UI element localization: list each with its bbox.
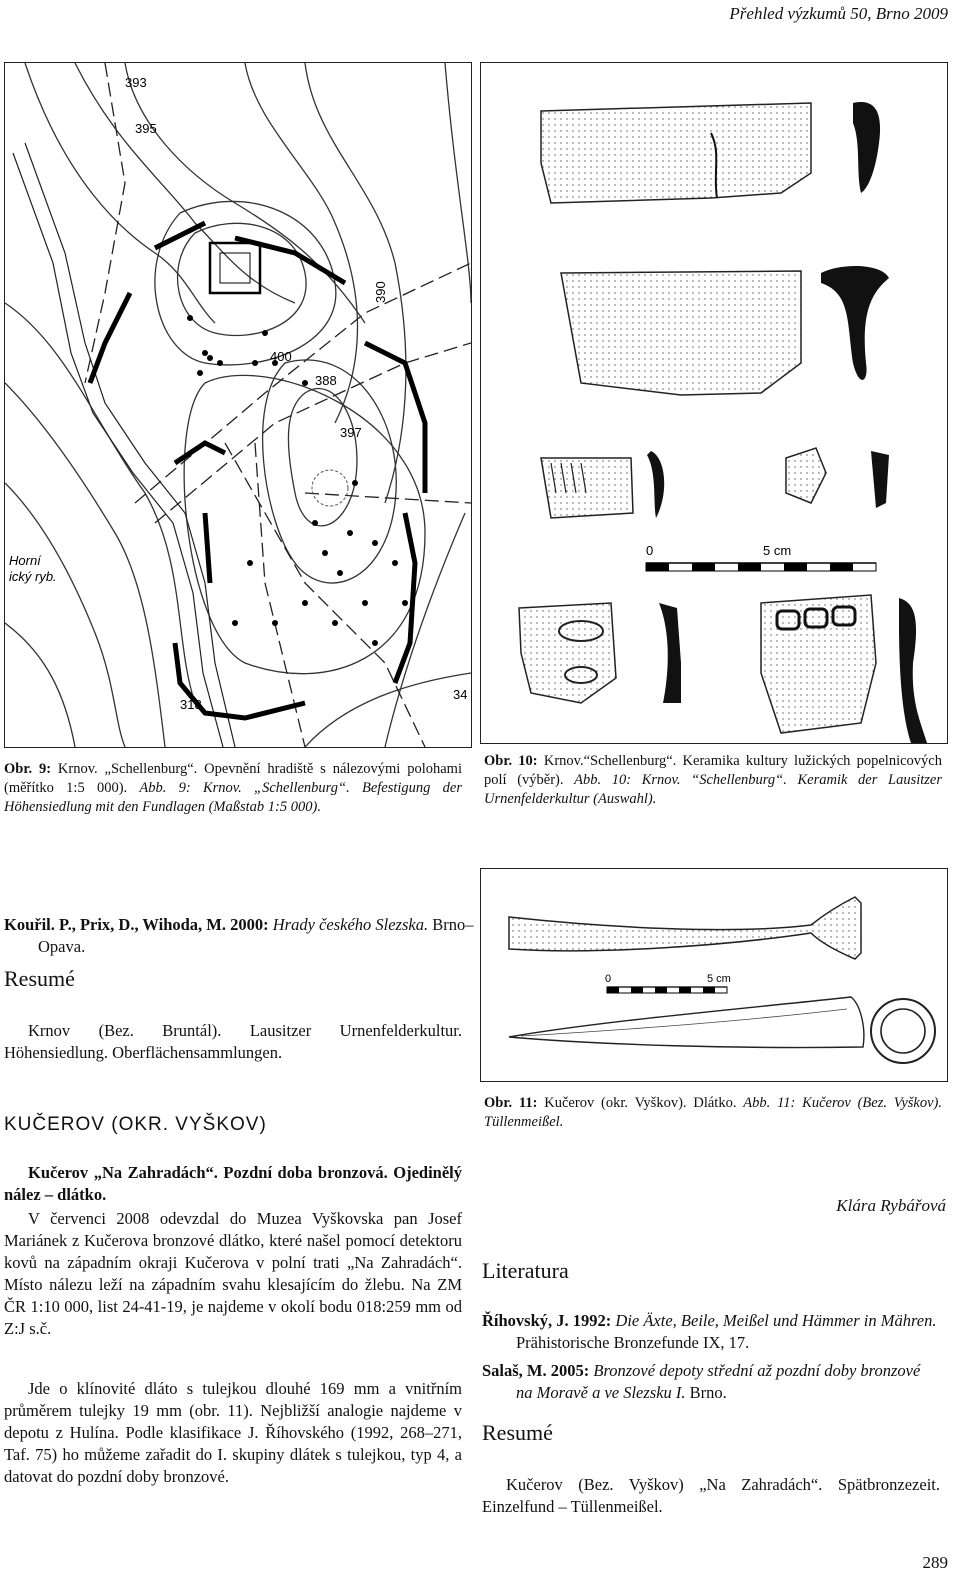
map-label: 397 [340, 425, 362, 440]
resume-heading-right: Resumé [482, 1420, 553, 1445]
map-label: 318 [180, 697, 202, 712]
scale-label-zero: 0 [646, 543, 654, 558]
scale-label-end: 5 cm [707, 973, 731, 985]
running-head: Přehled výzkumů 50, Brno 2009 [729, 4, 948, 23]
figure-10-caption: Obr. 10: Krnov.“Schellenburg“. Keramika kultury lužických popelnicových polí (výběr). Abb. 10: Krnov. “Schellenburg“. Keramik der Lausitzer Urnenfelderkultur (Auswahl). [484, 753, 942, 807]
scale-label-zero: 0 [605, 973, 612, 985]
figure-11-caption: Obr. 11: Kučerov (okr. Vyškov). Dlátko. Abb. 11: Kučerov (Bez. Vyškov). Tüllenmeißel. [484, 1095, 942, 1130]
resume-text: Krnov (Bez. Bruntál). Lausitzer Urnenfelderkultur. Höhensiedlung. Oberflächensammlungen. [4, 1021, 462, 1062]
figure-9-map [4, 62, 472, 748]
contour-map [5, 63, 471, 747]
scale-label-end: 5 cm [763, 543, 792, 558]
paragraph-1: V červenci 2008 odevzdal do Muzea Vyškovska pan Josef Mariánek z Kučerova bronzové dlátko, které našel pomocí detektoru kovů na západním okraji Kučerova v polní trati „Na Zahradách“. Místo nálezu leží na západním svahu klesajícím do žlebu. Na ZM ČR 1:10 000, list 24-41-19, je najdeme v okolí bodu 018:259 mm od Z:J s.č. [4, 1209, 462, 1338]
map-label: ický ryb. [9, 569, 57, 584]
reference-kouril: Kouřil. P., Prix, D., Wihoda, M. 2000: Hrady českého Slezska. Brno–Opava. [4, 915, 474, 956]
map-label: 388 [315, 373, 337, 388]
reference-salas: Salaš, M. 2005: Bronzové depoty střední až pozdní doby bronzové na Moravě a ve Slezsku I. Brno. [482, 1361, 921, 1402]
reference-rihovsky: Říhovský, J. 1992: Die Äxte, Beile, Meißel und Hämmer in Mähren. Prähistorische Bronzefunde IX, 17. [482, 1311, 937, 1352]
lead-text: Kučerov „Na Zahradách“. Pozdní doba bronzová. Ojedinělý nález – dlátko. [4, 1163, 462, 1204]
map-label: 400 [270, 349, 292, 364]
resume-heading: Resumé [4, 966, 75, 991]
pottery-drawings [481, 63, 947, 743]
resume-text-right: Kučerov (Bez. Vyškov) „Na Zahradách“. Spätbronzezeit. Einzelfund – Tüllenmeißel. [482, 1475, 940, 1516]
figure-11-chisel [480, 868, 948, 1082]
figure-9-caption: Obr. 9: Krnov. „Schellenburg“. Opevnění hradiště s nálezovými polohami (měřítko 1:5 000). Abb. 9: Krnov. „Schellenburg“. Befestigung der Höhensiedlung mit den Fundlagen (Maßstab 1:5 000). [4, 761, 462, 815]
map-label: 390 [373, 281, 388, 303]
figure-10-pottery [480, 62, 948, 744]
section-heading: KUČEROV (OKR. VYŠKOV) [4, 1114, 267, 1135]
map-label: 393 [125, 75, 147, 90]
literature-heading: Literatura [482, 1258, 569, 1283]
page-number: 289 [922, 1553, 948, 1572]
chisel-drawing [481, 869, 947, 1081]
map-label: Horní [9, 553, 41, 568]
paragraph-2: Jde o klínovité dláto s tulejkou dlouhé 169 mm a vnitřním průměrem tulejky 19 mm (obr. 11). Nejbližší analogie najdeme v depotu z Hulína. Podle klasifikace J. Říhovského (1992, 268–271, Taf. 75) ho můžeme zařadit do I. skupiny dlátek s tulejkou, typ 4, a datovat do pozdní doby bronzové. [4, 1379, 462, 1486]
author-name: Klára Rybářová [836, 1196, 946, 1215]
map-label: 34 [453, 687, 468, 702]
map-label: 395 [135, 121, 157, 136]
